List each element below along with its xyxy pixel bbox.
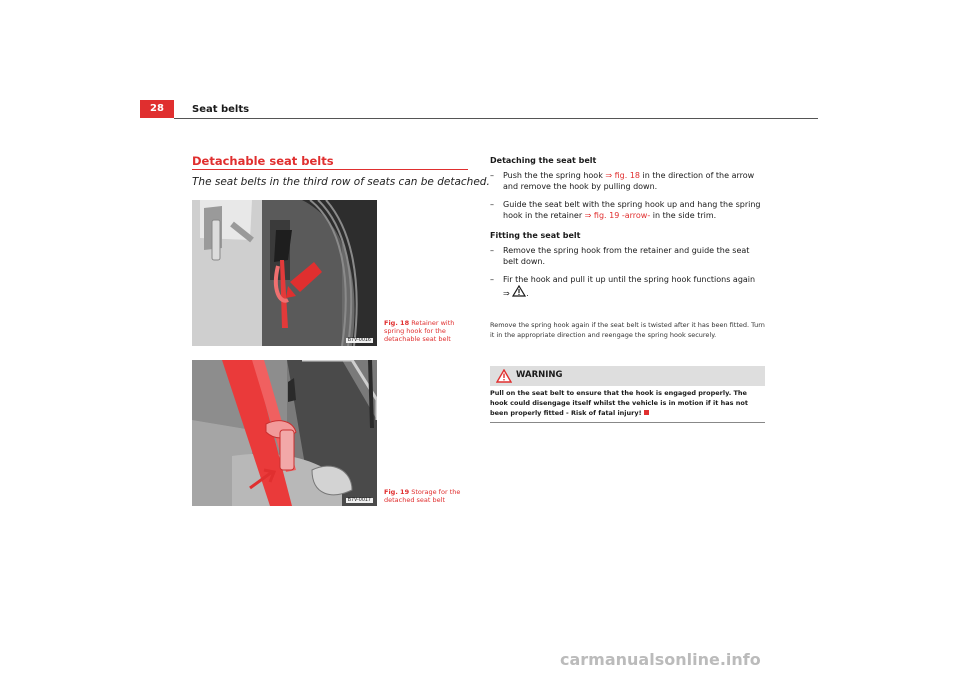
figure-18-caption-label: Fig. 18 <box>384 319 410 327</box>
step-dash: – <box>490 246 494 255</box>
page-number: 28 <box>140 100 174 118</box>
fig-19-reference-link[interactable]: ⇒ fig. 19 -arrow- <box>584 211 651 220</box>
figure-18-illustration <box>192 200 377 346</box>
fitting-step-1 <box>490 245 765 267</box>
step-text: in the direction of the arrow and remove the hook by pulling down. <box>503 171 755 191</box>
section-intro: The seat belts in the third row of seats can be detached. <box>192 176 490 188</box>
step-dash: – <box>490 200 494 209</box>
step-text: Push the the spring hook <box>503 171 606 180</box>
warning-box <box>490 366 765 423</box>
detaching-block <box>490 155 765 299</box>
figure-18-caption <box>384 319 468 343</box>
figure-18-code: B7V-0016 <box>347 338 371 343</box>
warning-triangle-icon[interactable] <box>512 285 526 297</box>
figure-19-caption-text: Storage for the detached seat belt <box>384 488 461 504</box>
note-paragraph: Remove the spring hook again if the seat belt is twisted after it has been fitted. Turn it in the appropriate direction and reengage the spring hook securely. <box>490 321 765 339</box>
end-of-section-marker <box>644 410 649 415</box>
detaching-step-1 <box>490 170 765 192</box>
running-title: Seat belts <box>192 104 250 115</box>
section-title: Detachable seat belts <box>192 154 334 168</box>
warning-triangle-icon <box>496 369 512 383</box>
warning-body: Pull on the seat belt to ensure that the hook is engaged properly. The hook could disengage itself whilst the vehicle is in motion if it has not been properly fitted - Risk of fatal injury! <box>490 389 748 417</box>
arrow-icon: ⇒ <box>503 289 510 298</box>
step-dash: – <box>490 275 494 284</box>
warning-text <box>490 388 765 418</box>
section-rule <box>192 169 468 170</box>
figure-19-caption <box>384 488 468 504</box>
detaching-step-2 <box>490 199 765 221</box>
step-dash: – <box>490 171 494 180</box>
step-text: Fir the hook and pull it up until the spring hook functions again <box>503 275 756 284</box>
step-text: Remove the spring hook from the retainer and guide the seat belt down. <box>503 246 750 266</box>
figure-19-illustration <box>192 360 377 506</box>
figure-19-caption-label: Fig. 19 <box>384 488 410 496</box>
step-text: . <box>526 289 529 298</box>
figure-19-code: B7V-0017 <box>347 498 371 503</box>
header-rule <box>174 118 818 119</box>
warning-title: WARNING <box>516 370 563 380</box>
figure-18-image <box>192 200 377 346</box>
detaching-heading: Detaching the seat belt <box>490 156 597 165</box>
figure-18-caption-text: Retainer with spring hook for the detachable seat belt <box>384 319 455 343</box>
watermark: carmanualsonline.info <box>560 650 761 669</box>
fitting-step-2 <box>490 274 765 299</box>
step-text: Guide the seat belt with the spring hook up and hang the spring hook in the retainer <box>503 200 761 220</box>
fig-18-reference-link[interactable]: ⇒ fig. 18 <box>605 171 641 180</box>
figure-19-image <box>192 360 377 506</box>
warning-header <box>490 366 765 386</box>
fitting-heading: Fitting the seat belt <box>490 231 581 240</box>
step-text: in the side trim. <box>650 211 717 220</box>
